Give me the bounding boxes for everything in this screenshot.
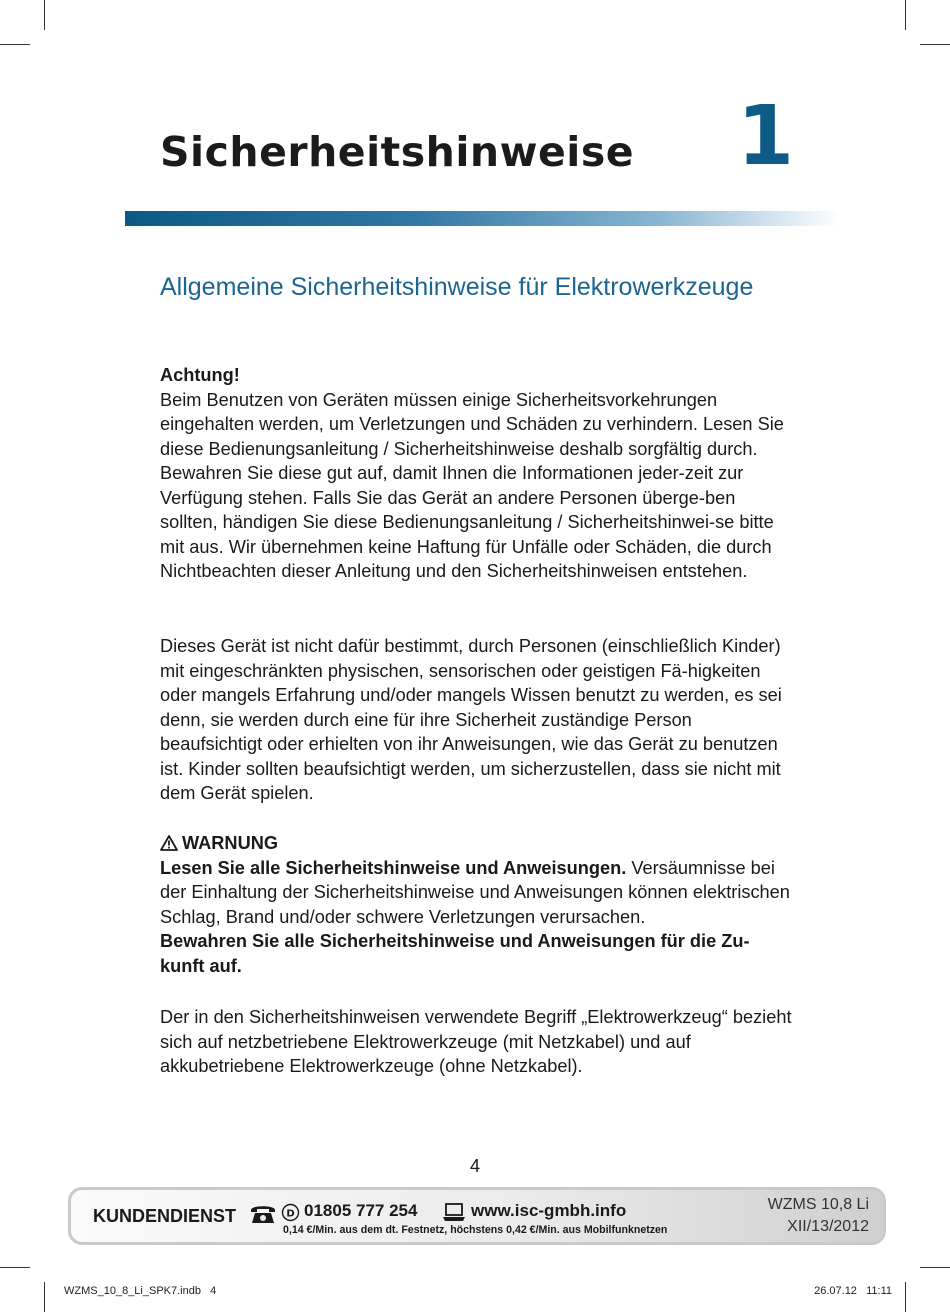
crop-mark (905, 1282, 906, 1312)
caution-label: Achtung! (160, 365, 240, 385)
chapter-title: Sicherheitshinweise (160, 128, 635, 176)
warning-label: WARNUNG (182, 833, 278, 853)
crop-mark (920, 44, 950, 45)
warning-bold-intro: Lesen Sie alle Sicherheitshinweise und Anweisungen. (160, 857, 627, 878)
svg-text:D: D (286, 1208, 295, 1220)
caution-text: Beim Benutzen von Geräten müssen einige Sicherheitsvorkehrungen eingehalten werden, um Verletzungen und Schäden zu verhindern. Lesen Sie diese Bedienungsanleitung / Sicherheitshinweise deshalb sorgfältig durch. Bewahren Sie diese gut auf, damit Ihnen die Informationen jeder-zeit zur Verfügung stehen. Falls Sie das Gerät an andere Personen überge-ben sollten, händigen Sie diese Bedienungsanleitung / Sicherheitshinwei-se bitte mit aus. Wir übernehmen keine Haftung für Unfälle oder Schäden, die durch Nichtbeachten dieser Anleitung und den Sicherheitshinweisen entstehen. (160, 389, 784, 581)
chapter-number: 1 (737, 89, 795, 184)
warning-heading (160, 831, 792, 856)
warning-icon (160, 835, 178, 851)
crop-mark (44, 0, 45, 30)
crop-mark (0, 1267, 30, 1268)
revision-code: XII/13/2012 (787, 1218, 869, 1235)
model-name: WZMS 10,8 Li (767, 1196, 869, 1213)
definition-paragraph (160, 1005, 792, 1079)
crop-mark (0, 44, 30, 45)
customer-service-label: KUNDENDIENST (93, 1206, 237, 1226)
customer-service-footer (68, 1187, 886, 1245)
header-gradient-bar (125, 211, 840, 226)
crop-mark (44, 1282, 45, 1312)
warning-text: Versäumnisse bei der Einhaltung der Sicherheitshinweise und Anweisungen können elektrischen Schlag, Brand und/oder schwere Verletzungen verursachen. (160, 857, 790, 927)
model-info (768, 1194, 869, 1238)
children-text: Dieses Gerät ist nicht dafür bestimmt, durch Personen (einschließlich Kinder) mit eingeschränkten physischen, sensorischen oder geistigen Fä-higkeiten oder mangels Erfahrung und/oder mangels Wissen benutzt zu werden, es sei denn, sie werden durch eine für ihre Sicherheit zuständige Person beaufsichtigt oder erhielten von ihr Anweisungen, wie das Gerät zu benutzen ist. Kinder sollten beaufsichtigt werden, um sicherzustellen, dass sie nicht mit dem Gerät spielen. (160, 636, 782, 803)
laptop-icon (443, 1202, 465, 1222)
service-number-icon (281, 1203, 300, 1222)
definition-text: Der in den Sicherheitshinweisen verwendete Begriff „Elektrowerkzeug“ bezieht sich auf netzbetriebene Elektrowerkzeuge (mit Netzkabel) und auf akkubetriebene Elektrowerkzeuge (ohne Netzkabel). (160, 1007, 792, 1076)
children-paragraph (160, 634, 792, 806)
section-title: Allgemeine Sicherheitshinweise für Elektrowerkzeuge (160, 273, 754, 301)
print-slug-file: WZMS_10_8_Li_SPK7.indb 4 (64, 1285, 217, 1297)
warning-bold-outro: Bewahren Sie alle Sicherheitshinweise und Anweisungen für die Zu-kunft auf. (160, 931, 750, 976)
crop-mark (920, 1267, 950, 1268)
warning-block (160, 831, 792, 978)
phone-number: 01805 777 254 (304, 1201, 418, 1220)
print-slug-datetime: 26.07.12 11:11 (814, 1285, 892, 1297)
telephone-icon (249, 1202, 277, 1224)
website-link[interactable]: www.isc-gmbh.info (471, 1201, 627, 1220)
call-rates: 0,14 €/Min. aus dem dt. Festnetz, höchstens 0,42 €/Min. aus Mobilfunknetzen (283, 1224, 668, 1236)
crop-mark (905, 0, 906, 30)
page-number: 4 (469, 1156, 480, 1176)
caution-block (160, 363, 792, 584)
